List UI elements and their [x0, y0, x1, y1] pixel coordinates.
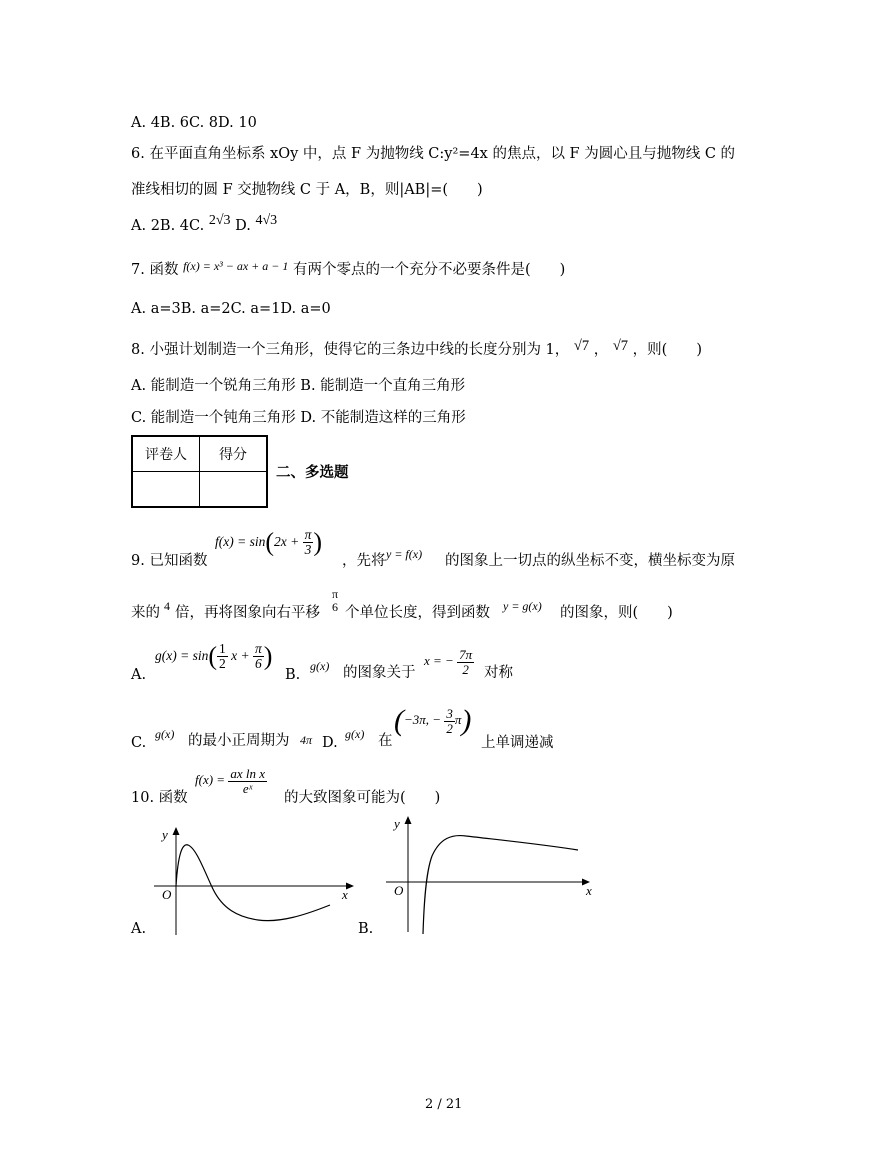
q6-option-d-formula: 4√3 [255, 213, 278, 228]
q10-suffix: 的大致图象可能为( ) [284, 790, 441, 806]
page-number: 2 / 21 [425, 1097, 463, 1112]
score-table [131, 435, 268, 508]
q9-option-a-formula: g(x) = sin( $\frac{1}{2}$ x + $\frac{\pi}{6}$ ) [155, 641, 273, 672]
q6-options-prefix: A. 2B. 4C. [131, 218, 205, 234]
graph-a-curve [176, 845, 330, 921]
q9-function-formula: f(x) = sin(2x + $\frac{\pi}{3}$ ) [215, 527, 323, 558]
q9-option-a-label: A. [131, 667, 147, 683]
q10-graph-a [150, 825, 360, 940]
q9-option-b-gx: g(x) [310, 659, 330, 673]
q6-text-line1: 6. 在平面直角坐标系 xOy 中，点 F 为抛物线 C:y²=4x 的焦点，以 F 为圆心且与抛物线 C 的 [131, 146, 736, 162]
q9-option-d-text: 在 [378, 733, 393, 749]
q9-mid: ，先将 [342, 553, 386, 569]
section-title-multiple-choice: 二、多选题 [276, 464, 349, 481]
q7-function-formula: f(x) = x³ − ax + a − 1 [183, 259, 289, 273]
q10-function-formula: f(x) = $\frac{\text{ax ln x}}{\text{eˣ}}$ [195, 766, 265, 796]
q9-f-arg: 2x + [274, 533, 300, 549]
q9-option-d-gx: g(x) [345, 727, 365, 741]
q9-option-c-gx: g(x) [155, 727, 175, 741]
q9-pi-over-3: $\frac{\pi}{3}$ [304, 527, 312, 558]
q9-pi-over-6: π 6 [332, 587, 339, 614]
q7-options: A. a=3B. a=2C. a=1D. a=0 [131, 301, 331, 317]
q8-options-ab: A. 能制造一个锐角三角形 B. 能制造一个直角三角形 [131, 378, 466, 394]
score-table-header-score: 得分 [200, 436, 268, 472]
q9-prefix: 9. 已知函数 [131, 553, 208, 569]
q9-line2-tail: 的图象，则( ) [560, 605, 673, 621]
graph-b-y-label: y [394, 816, 400, 831]
q9-option-a-x-plus: x + [231, 647, 250, 663]
q5-options: A. 4B. 6C. 8D. 10 [131, 115, 257, 131]
q9-option-c-text: 的最小正周期为 [188, 733, 290, 749]
graph-a-y-label: y [162, 827, 168, 842]
graph-a-origin-label: O [162, 887, 172, 902]
q6-option-c-formula: 2√3 [208, 213, 231, 228]
q8-prefix: 8. 小强计划制造一个三角形，使得它的三条边中线的长度分别为 1， [131, 342, 570, 358]
q9-line2-mid2: 个单位长度，得到函数 [345, 605, 490, 621]
q8-question [131, 338, 702, 358]
q9-line2-mid: 倍，再将图象向右平移 [175, 605, 320, 621]
q10-graph-b-label: B. [358, 921, 374, 937]
q10-prefix: 10. 函数 [131, 790, 188, 806]
q9-option-b-formula: x = − $\frac{7\pi}{2}$ [424, 647, 473, 677]
graph-a-x-label: x [342, 887, 348, 902]
q9-option-a-lhs: g(x) = sin [155, 647, 209, 663]
q9-y-gx: y = g(x) [503, 599, 542, 613]
q8-separator: ， [593, 342, 609, 358]
q8-root-2: √7 [612, 338, 629, 354]
q7-question [131, 259, 566, 278]
q9-option-b-tail: 对称 [484, 665, 513, 681]
graph-b-curve [423, 836, 578, 934]
q7-prefix: 7. 函数 [131, 262, 179, 278]
q10-graph-b [380, 812, 600, 937]
q9-option-c-fourpi: 4π [300, 733, 313, 747]
graph-b-origin-label: O [394, 883, 404, 898]
q9-f-lhs: f(x) = sin [215, 533, 266, 549]
q6-options [131, 213, 278, 234]
q9-option-b-label: B. [285, 667, 301, 683]
score-table-header-grader: 评卷人 [132, 436, 200, 472]
q8-options-cd: C. 能制造一个钝角三角形 D. 不能制造这样的三角形 [131, 410, 466, 426]
q8-root-1: √7 [573, 338, 590, 354]
q9-option-b-text: 的图象关于 [343, 665, 416, 681]
graph-a-y-arrow [173, 827, 180, 835]
q9-line2-prefix: 来的 [131, 605, 160, 621]
score-table-grader-cell[interactable] [132, 472, 200, 508]
q9-option-d-tail: 上单调递减 [481, 735, 554, 751]
q6-text-line2: 准线相切的圆 F 交抛物线 C 于 A，B，则|AB|=( ) [131, 182, 483, 198]
q7-suffix: 有两个零点的一个充分不必要条件是( ) [292, 262, 566, 278]
q8-suffix: ，则( ) [632, 342, 702, 358]
q9-four: 4 [164, 599, 170, 613]
q9-option-d-interval: (−3π, − $\frac{3}{2}$ π) [394, 704, 472, 737]
q9-option-c-label: C. [131, 735, 147, 751]
q9-y-fx: y = f(x) [386, 547, 423, 561]
q9-option-d-label: D. [322, 735, 338, 751]
q6-option-d-label: D. [235, 218, 251, 234]
q10-graph-a-label: A. [131, 921, 147, 937]
graph-b-y-arrow [405, 816, 412, 824]
graph-b-x-label: x [586, 883, 592, 898]
q9-tail: 的图象上一切点的纵坐标不变，横坐标变为原 [445, 553, 735, 569]
score-table-score-cell[interactable] [200, 472, 268, 508]
